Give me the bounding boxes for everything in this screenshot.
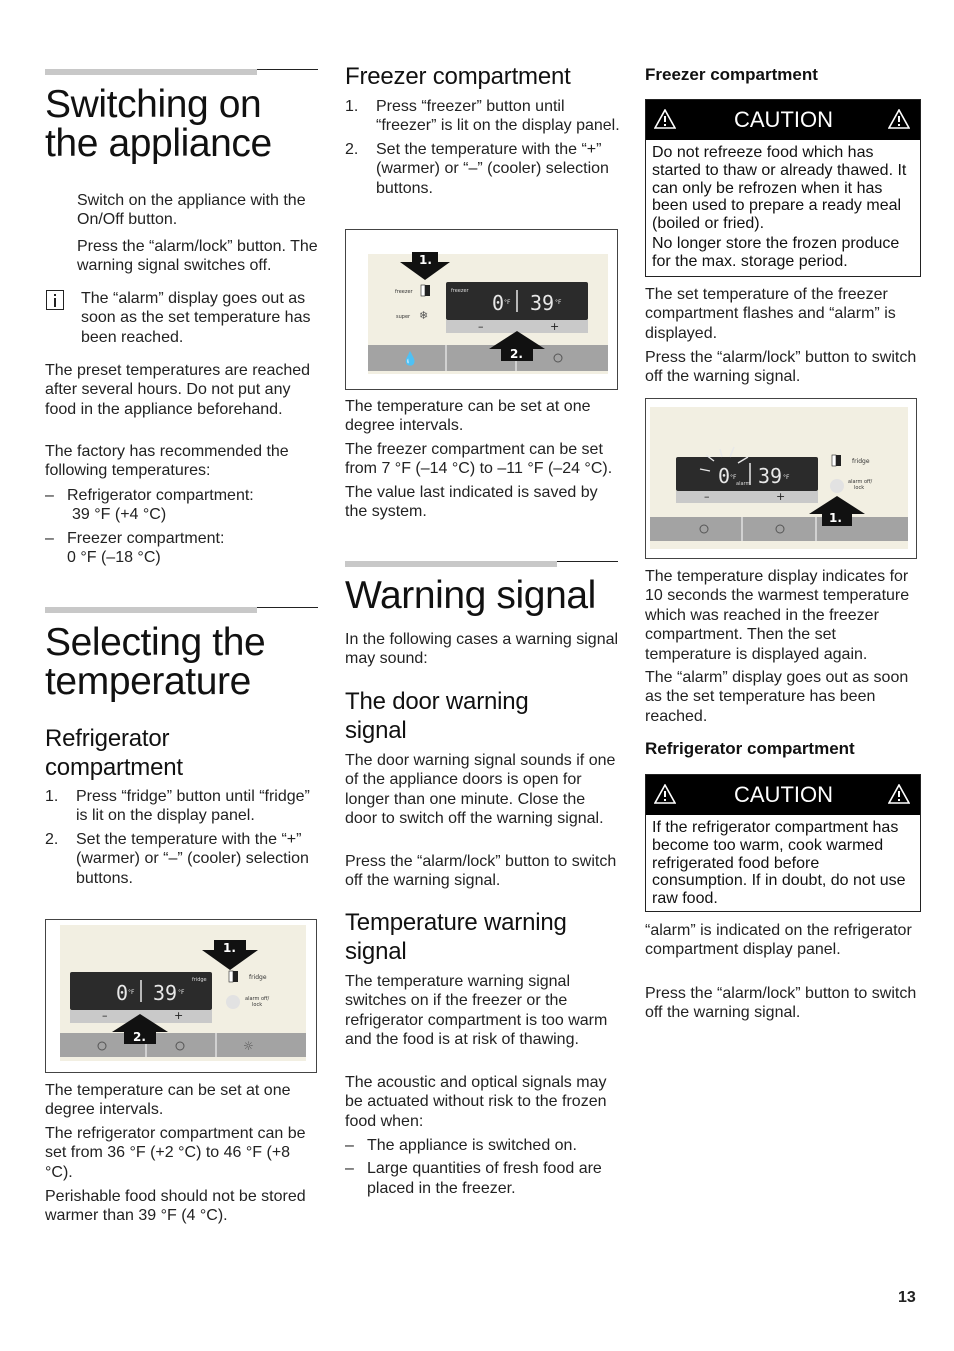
warning-triangle-icon xyxy=(654,784,676,804)
svg-text:freezer: freezer xyxy=(451,288,469,294)
conditions-list xyxy=(345,1136,620,1202)
right-para-4: The “alarm” display goes out as soon as the set temperature has been reached. xyxy=(645,669,909,725)
svg-text:°F: °F xyxy=(128,989,135,996)
svg-text:1.: 1. xyxy=(419,253,432,267)
door-para-2: Press the “alarm/lock” button to switch off the warning signal. xyxy=(345,853,617,890)
svg-text:°F: °F xyxy=(555,299,562,306)
temp-para-2: The acoustic and optical signals may be actuated without risk to the frozen food when: xyxy=(345,1074,607,1130)
svg-text:❄: ❄ xyxy=(419,309,429,322)
svg-text:2.: 2. xyxy=(510,347,523,361)
freezer-steps-list xyxy=(345,97,620,202)
display-temp-left: 0 xyxy=(492,291,505,315)
fridge-panel-figure xyxy=(45,919,317,1073)
svg-text:–: – xyxy=(478,320,484,333)
list-item: – The appliance is switched on. xyxy=(345,1137,577,1154)
display-temp-left: 0 xyxy=(718,464,731,488)
svg-text:fridge: fridge xyxy=(852,458,870,465)
door-warning-heading: The door warning signal xyxy=(345,688,529,744)
right-para-5: “alarm” is indicated on the refrigerator compartment display panel. xyxy=(645,922,912,959)
svg-text:☼: ☼ xyxy=(243,1039,254,1053)
freezer-para-3: The value last indicated is saved by the system. xyxy=(345,484,598,521)
list-item: – Refrigerator compartment: 39 °F (+4 °C) xyxy=(45,487,254,524)
info-icon xyxy=(46,290,64,310)
svg-text:°F: °F xyxy=(178,989,185,996)
svg-text:💧: 💧 xyxy=(402,352,419,367)
svg-text:1.: 1. xyxy=(829,511,842,525)
switching-on-title: Switching on the appliance xyxy=(45,83,272,165)
section-rule-bar xyxy=(45,69,257,75)
warning-title: Warning signal xyxy=(345,574,596,617)
svg-text:lock: lock xyxy=(854,485,865,491)
svg-text:2.: 2. xyxy=(133,1030,146,1044)
display-temp-right: 39 xyxy=(530,291,555,315)
svg-text:alarm off/: alarm off/ xyxy=(848,479,873,485)
switching-para-2: The factory has recommended the following temperatures: xyxy=(45,443,289,480)
svg-text:–: – xyxy=(704,490,710,503)
caution-box-freezer xyxy=(645,99,921,277)
fridge-para-1: The temperature can be set at one degree intervals. xyxy=(45,1082,291,1119)
fridge-para-2: The refrigerator compartment can be set from 36 °F (+2 °C) to 46 °F (+8 °C). xyxy=(45,1125,306,1181)
list-item: – Large quantities of fresh food are placed in the freezer. xyxy=(345,1160,602,1197)
display-temp-right: 39 xyxy=(758,464,783,488)
svg-text:+: + xyxy=(776,490,786,503)
caution-text-1: Do not refreeze food which has started to thaw or already thawed. It can only be refrozen when it has been used to prepare a ready meal (boiled or fried). xyxy=(652,144,907,233)
door-para-1: The door warning signal sounds if one of the appliance doors is open for longer than one minute. Close the door to switch off the warning signal. xyxy=(345,752,616,828)
svg-text:1.: 1. xyxy=(223,941,236,955)
fridge-para-3: Perishable food should not be stored warmer than 39 °F (4 °C). xyxy=(45,1188,306,1225)
freezer-panel-figure xyxy=(345,229,618,390)
warning-triangle-icon xyxy=(888,109,910,129)
fridge-subheading: Refrigerator compartment xyxy=(645,739,855,758)
alarm-panel-figure xyxy=(645,398,917,559)
svg-text:°F: °F xyxy=(783,474,790,481)
temp-para-1: The temperature warning signal switches on if the freezer or the refrigerator compartment is too warm and the food is at risk of thawing. xyxy=(345,973,608,1049)
freezer-subheading: Freezer compartment xyxy=(645,65,818,84)
freezer-para-2: The freezer compartment can be set from 7 °F (–14 °C) to –11 °F (–24 °C). xyxy=(345,441,613,478)
page-number: 13 xyxy=(898,1289,916,1306)
caution-header xyxy=(646,775,920,815)
list-item: – Freezer compartment: 0 °F (–18 °C) xyxy=(45,529,225,567)
fridge-panel-illustration xyxy=(46,920,316,1072)
warning-triangle-icon xyxy=(888,784,910,804)
right-para-3: The temperature display indicates for 10 seconds the warmest temperature which was reached in the freezer compartment. Then the set temperature is displayed again. xyxy=(645,568,910,663)
selecting-title: Selecting the temperature xyxy=(45,621,266,703)
display-temp-left: 0 xyxy=(116,981,129,1005)
switching-step-1: Switch on the appliance with the On/Off button. xyxy=(77,192,306,229)
warning-triangle-icon xyxy=(654,109,676,129)
svg-text:freezer: freezer xyxy=(395,289,413,295)
svg-text:alarm: alarm xyxy=(736,481,751,487)
svg-text:+: + xyxy=(550,320,560,333)
freezer-heading: Freezer compartment xyxy=(345,63,571,90)
list-item: 2. Set the temperature with the “+” (warmer) or “–” (cooler) selection buttons. xyxy=(345,140,609,197)
list-item: 1. Press “fridge” button until “fridge” is lit on the display panel. xyxy=(45,788,310,825)
right-para-6: Press the “alarm/lock” button to switch off the warning signal. xyxy=(645,985,917,1022)
svg-text:+: + xyxy=(174,1009,184,1022)
svg-text:fridge: fridge xyxy=(192,977,207,983)
caution-header xyxy=(646,100,920,140)
caution-label: CAUTION xyxy=(734,107,833,132)
freezer-para-1: The temperature can be set at one degree intervals. xyxy=(345,398,591,435)
caution-label: CAUTION xyxy=(734,782,833,807)
fridge-heading: Refrigerator compartment xyxy=(45,725,183,781)
list-item: 1. Press “freezer” button until “freezer” is lit on the display panel. xyxy=(345,98,620,135)
fridge-steps-list xyxy=(45,787,320,892)
list-item: 2. Set the temperature with the “+” (warmer) or “–” (cooler) selection buttons. xyxy=(45,830,309,887)
section-rule-bar xyxy=(45,607,257,613)
right-para-2: Press the “alarm/lock” button to switch off the warning signal. xyxy=(645,349,917,386)
svg-text:super: super xyxy=(396,314,411,320)
svg-text:lock: lock xyxy=(252,1002,263,1008)
caution-text-1: If the refrigerator compartment has become too warm, cook warmed refrigerated food before consumption. If in doubt, do not use raw food. xyxy=(652,819,906,908)
switching-step-2: Press the “alarm/lock” button. The warning signal switches off. xyxy=(77,238,318,275)
svg-text:°F: °F xyxy=(504,299,511,306)
caution-box-fridge xyxy=(645,774,921,912)
freezer-panel-illustration xyxy=(346,230,617,389)
svg-text:–: – xyxy=(102,1009,108,1022)
switching-para-1: The preset temperatures are reached after several hours. Do not put any food in the appliance beforehand. xyxy=(45,362,311,418)
recommended-temps-list xyxy=(45,486,320,572)
caution-text-2: No longer store the frozen produce for the max. storage period. xyxy=(652,234,900,270)
warning-intro: In the following cases a warning signal may sound: xyxy=(345,631,619,668)
section-rule-bar xyxy=(345,561,557,567)
right-para-1: The set temperature of the freezer compartment flashes and “alarm” is displayed. xyxy=(645,286,896,342)
svg-text:fridge: fridge xyxy=(249,974,267,981)
alarm-panel-illustration xyxy=(646,399,916,558)
temperature-warning-heading: Temperature warning signal xyxy=(345,909,567,965)
svg-text:°F: °F xyxy=(730,474,737,481)
caution-body xyxy=(646,140,920,279)
svg-text:alarm off/: alarm off/ xyxy=(245,996,270,1002)
display-temp-right: 39 xyxy=(153,981,178,1005)
switching-note: The “alarm” display goes out as soon as the set temperature has been reached. xyxy=(81,290,311,346)
caution-body xyxy=(646,815,920,916)
